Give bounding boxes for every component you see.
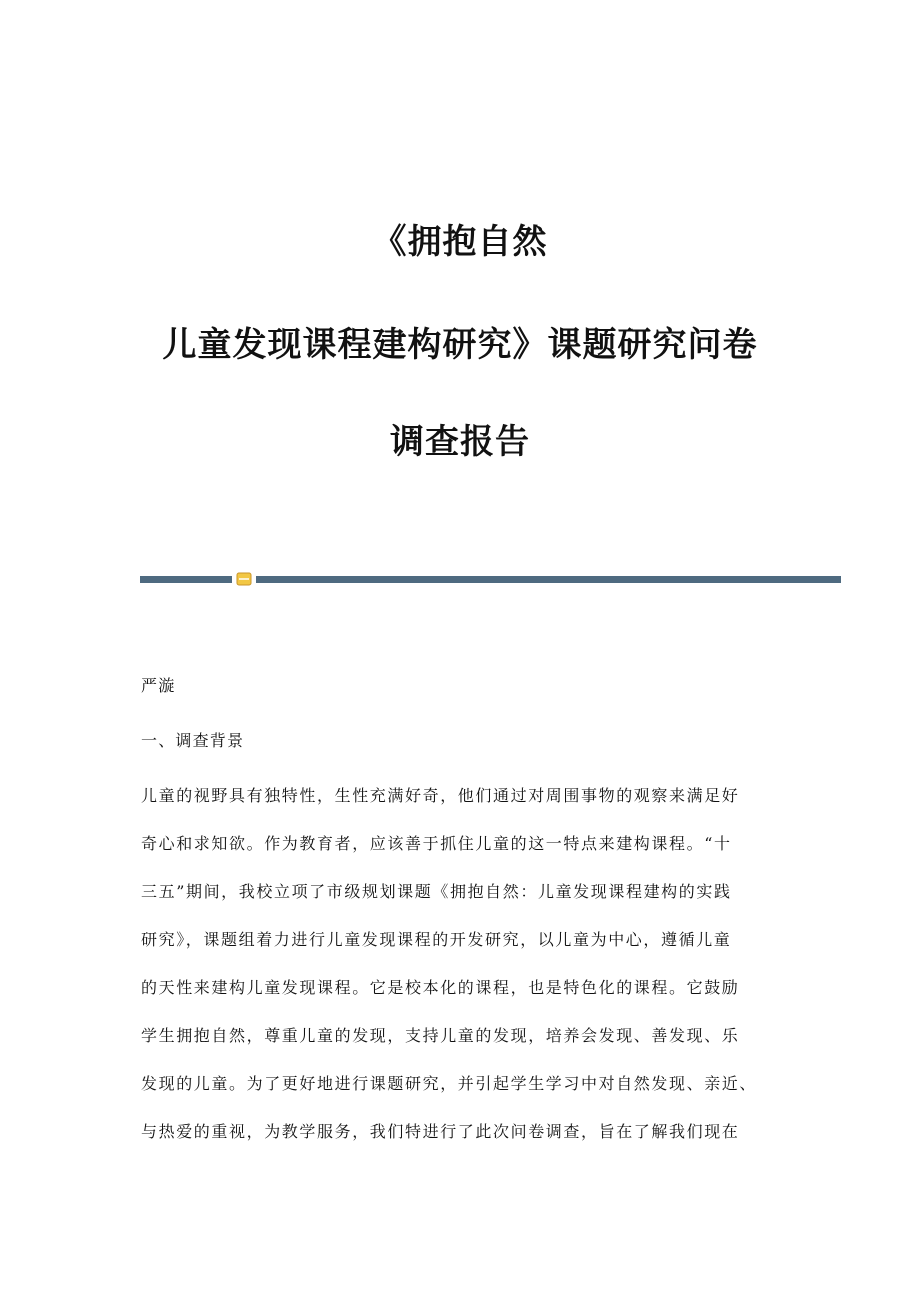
paragraph-line: 奇心和求知欲。作为教育者，应该善于抓住儿童的这一特点来建构课程。“十 xyxy=(141,834,732,853)
paragraph-line: 的天性来建构儿童发现课程。它是校本化的课程，也是特色化的课程。它鼓励 xyxy=(141,978,740,997)
paragraph-line: 发现的儿童。为了更好地进行课题研究，并引起学生学习中对自然发现、亲近、 xyxy=(141,1074,758,1093)
paragraph-line: 与热爱的重视，为教学服务，我们特进行了此次问卷调查，旨在了解我们现在 xyxy=(141,1122,740,1141)
title-line-1: 《拥抱自然 xyxy=(372,222,548,262)
title-divider xyxy=(140,568,841,588)
section-heading: 一、调查背景 xyxy=(141,731,245,750)
divider-ornament-icon xyxy=(236,572,252,586)
author-name: 严漩 xyxy=(141,676,176,695)
paragraph-line: 三五”期间，我校立项了市级规划课题《拥抱自然：儿童发现课程建构的实践 xyxy=(141,882,732,901)
title-line-2: 儿童发现课程建构研究》课题研究问卷 xyxy=(162,325,758,365)
paragraph-line: 儿童的视野具有独特性，生性充满好奇，他们通过对周围事物的观察来满足好 xyxy=(141,786,740,805)
paragraph-line: 研究》，课题组着力进行儿童发现课程的开发研究，以儿童为中心，遵循儿童 xyxy=(141,930,732,949)
paragraph-line: 学生拥抱自然，尊重儿童的发现，支持儿童的发现，培养会发现、善发现、乐 xyxy=(141,1026,740,1045)
divider-bar-left xyxy=(140,576,232,583)
divider-bar-right xyxy=(256,576,841,583)
title-line-3: 调查报告 xyxy=(390,422,530,462)
